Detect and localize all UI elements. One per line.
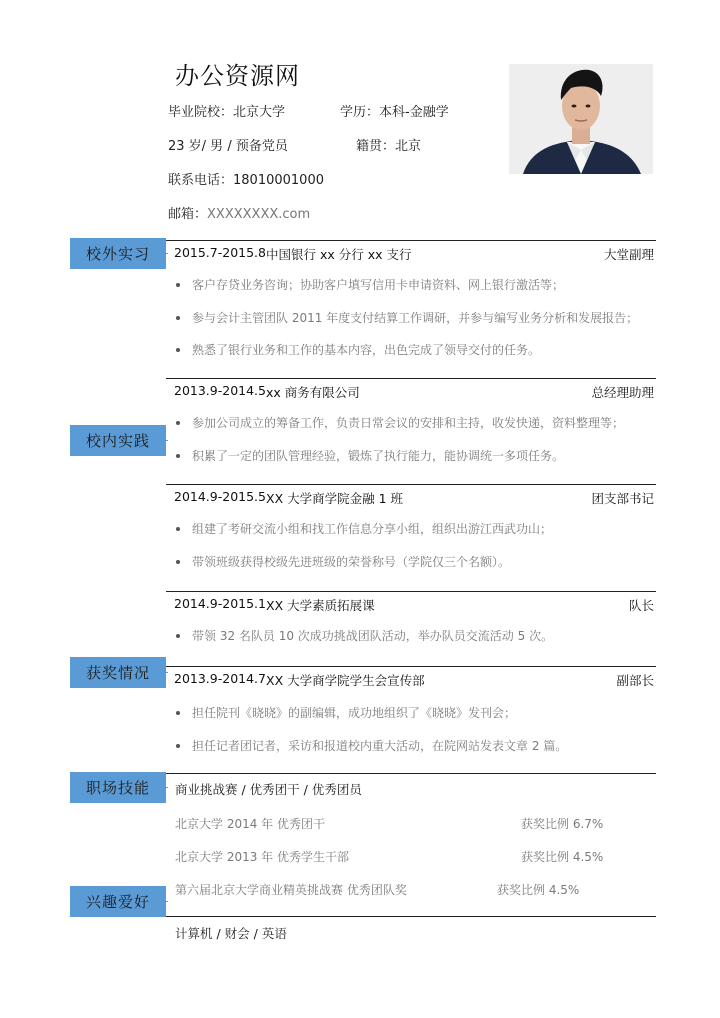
entry-org: XX 大学商学院金融 1 班	[266, 491, 403, 506]
entry-role: 队长	[628, 598, 654, 613]
degree-info: 学历：本科-金融学	[340, 105, 449, 120]
section-divider	[166, 916, 656, 917]
section-tag-campus: 校内实践	[70, 425, 166, 456]
bullet-text: 担任记者团记者，采访和报道校内重大活动，在院网站发表文章 2 篇。	[192, 739, 568, 753]
entry-header	[166, 378, 656, 401]
bullet-dot-icon	[176, 711, 180, 715]
entry-role: 总经理助理	[591, 385, 654, 400]
bullet-dot-icon	[176, 421, 180, 425]
bullet-dot-icon	[176, 527, 180, 531]
bullet-dot-icon	[176, 454, 180, 458]
bullet-dot-icon	[176, 283, 180, 287]
bullet-text: 参加公司成立的筹备工作，负责日常会议的安排和主持，收发快递，资料整理等；	[192, 416, 625, 430]
list-item	[176, 341, 540, 358]
hometown-info: 籍贯：北京	[356, 139, 422, 154]
bullet-dot-icon	[176, 348, 180, 352]
portrait-image	[509, 64, 653, 174]
list-item	[176, 447, 564, 464]
entry-header	[166, 240, 656, 263]
award-ratio: 获奖比例 6.7%	[521, 817, 604, 831]
entry-org: 中国银行 xx 分行 xx 支行	[266, 247, 412, 262]
section-divider	[166, 773, 656, 774]
entry-role: 大堂副理	[603, 247, 654, 262]
list-item	[176, 276, 564, 293]
email-label: 邮箱：	[168, 207, 208, 222]
section-tag-hobbies: 兴趣爱好	[70, 886, 166, 917]
email-value: XXXXXXXX.com	[207, 207, 311, 222]
entry-date: 2013.9-2014.5	[174, 383, 266, 398]
bullet-text: 积累了一定的团队管理经验，锻炼了执行能力，能协调统一多项任务。	[192, 449, 565, 463]
bullet-text: 客户存贷业务咨询；协助客户填写信用卡申请资料、网上银行激活等；	[192, 278, 565, 292]
personal-info: 23 岁/ 男 / 预备党员	[168, 139, 288, 154]
entry-role: 团支部书记	[591, 491, 654, 506]
entry-header	[166, 666, 656, 689]
bullet-dot-icon	[176, 744, 180, 748]
skills-summary: 计算机 / 财会 / 英语	[175, 926, 287, 941]
phone-info: 联系电话：18010001000	[168, 173, 324, 188]
list-item	[176, 414, 624, 431]
awards-summary: 商业挑战赛 / 优秀团干 / 优秀团员	[175, 782, 362, 797]
email-info	[168, 203, 310, 222]
bullet-text: 参与会计主管团队 2011 年度支付结算工作调研，并参与编写业务分析和发展报告；	[192, 311, 639, 325]
section-tag-skills: 职场技能	[70, 772, 166, 803]
school-info: 毕业院校：北京大学	[168, 105, 286, 120]
entry-date: 2013.9-2014.7	[174, 671, 266, 686]
list-item	[176, 737, 567, 754]
section-tag-internship: 校外实习	[70, 238, 166, 269]
bullet-text: 担任院刊《晓晓》的副编辑，成功地组织了《晓晓》发刊会；	[192, 706, 517, 720]
entry-date: 2014.9-2015.5	[174, 489, 266, 504]
award-item: 北京大学 2013 年 优秀学生干部	[175, 850, 349, 864]
bullet-dot-icon	[176, 560, 180, 564]
award-ratio: 获奖比例 4.5%	[497, 883, 580, 897]
list-item	[176, 553, 510, 570]
bullet-text: 熟悉了银行业务和工作的基本内容，出色完成了领导交付的任务。	[192, 343, 541, 357]
bullet-dot-icon	[176, 316, 180, 320]
award-item: 北京大学 2014 年 优秀团干	[175, 817, 325, 831]
entry-role: 副部长	[616, 673, 654, 688]
award-ratio: 获奖比例 4.5%	[521, 850, 604, 864]
entry-org: xx 商务有限公司	[266, 385, 360, 400]
entry-header	[166, 591, 656, 614]
section-tag-awards: 获奖情况	[70, 657, 166, 688]
bullet-text: 组建了考研交流小组和找工作信息分享小组，组织出游江西武功山；	[192, 522, 553, 536]
list-item	[176, 309, 638, 326]
list-item	[176, 704, 516, 721]
bullet-text: 带领班级获得校级先进班级的荣誉称号（学院仅三个名额）。	[192, 555, 511, 569]
entry-org: XX 大学商学院学生会宣传部	[266, 673, 425, 688]
entry-date: 2015.7-2015.8	[174, 245, 266, 260]
award-item: 第六届北京大学商业精英挑战赛 优秀团队奖	[175, 883, 407, 897]
entry-header	[166, 484, 656, 507]
entry-date: 2014.9-2015.1	[174, 596, 266, 611]
entry-org: XX 大学素质拓展课	[266, 598, 375, 613]
list-item	[176, 627, 553, 644]
resume-name: 办公资源网	[175, 62, 300, 90]
profile-photo	[509, 64, 653, 174]
bullet-text: 带领 32 名队员 10 次成功挑战团队活动，举办队员交流活动 5 次。	[192, 629, 554, 643]
list-item	[176, 520, 552, 537]
bullet-dot-icon	[176, 634, 180, 638]
